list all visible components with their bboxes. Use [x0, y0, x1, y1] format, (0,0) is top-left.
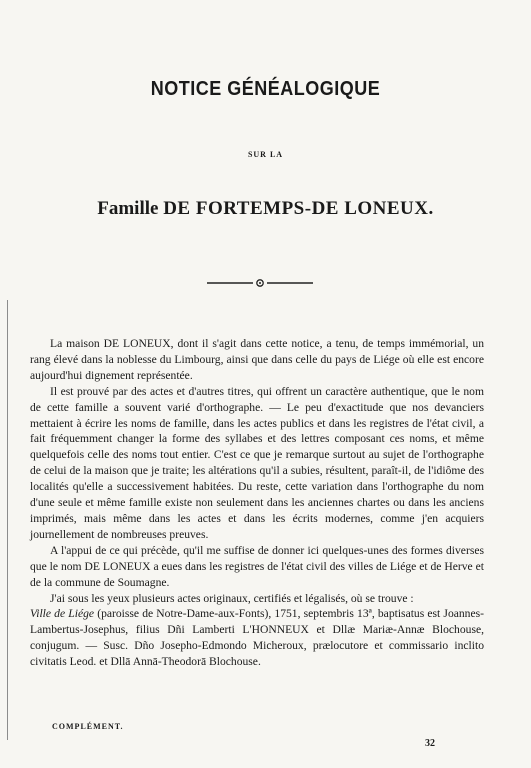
paragraph-1: La maison DE LONEUX, dont il s'agit dans cette notice, a tenu, de temps immémorial, un rang élevé dans la noblesse du Limbourg, ainsi que dans celle du pays de Liége où elle est encore aujourd'hui dignement représentée.	[30, 337, 484, 382]
record-place: Ville de Liége	[30, 607, 95, 621]
family-heading	[0, 198, 531, 220]
paragraph-3: A l'appui de ce qui précède, qu'il me suffise de donner ici quelques-unes des formes diverses que le nom DE LONEUX a eues dans les registres de l'état civil des villes de Liége et de Herve et de la commune de Soumagne.	[30, 543, 484, 589]
subtitle: SUR LA	[247, 150, 284, 159]
paragraph-5	[30, 606, 484, 670]
margin-rule	[7, 300, 8, 740]
paragraph-4: J'ai sous les yeux plusieurs actes originaux, certifiés et légalisés, où se trouve :	[50, 591, 414, 605]
page-title: NOTICE GÉNÉALOGIQUE	[150, 76, 381, 100]
family-prefix: Famille	[97, 198, 164, 219]
body-text	[30, 336, 484, 670]
record-text: (paroisse de Notre-Dame-aux-Fonts), 1751, septembris 13ª, baptisatus est Joannes-Lambertus-Josephus, filius Dñi Lamberti L'HONNEUX et Dllæ Mariæ-Annæ Blochouse, conjugum. — Susc. Dño Josepho-Edmondo Micheroux, prælocutore et commissario inclito civitatis Leod. et Dllā Annā-Theodorā Blochouse.	[30, 607, 484, 669]
ornament-divider	[205, 278, 315, 288]
family-name: DE FORTEMPS-DE LONEUX.	[163, 198, 434, 219]
page-number: 32	[425, 738, 435, 749]
footer-signature: COMPLÉMENT.	[52, 722, 124, 731]
paragraph-2: Il est prouvé par des actes et d'autres titres, qui offrent un caractère authentique, que le nom de cette famille a souvent varié d'orthographe. — Le peu d'exactitude que nos devanciers mettaient à écrire les noms de famille, dans les actes publics et dans les registres de l'état civil, a fait fréquemment changer la forme des syllabes et des lettres composant ces noms, et même quelquefois celle des noms tout entier. C'est ce que je remarque surtout au sujet de l'orthographe de celui de la maison que je traite; les altérations qu'il a subies, résultent, paraît-il, de l'idiôme des localités qu'elle a successivement habitées. Du reste, cette variation dans l'orthographe du nom d'une seule et même famille existe non seulement dans les anciennes chartes ou dans les anciens imprimés, mais même dans les actes et dans les écrits modernes, comme j'en acquiers journellement de nombreuses preuves.	[30, 384, 484, 541]
